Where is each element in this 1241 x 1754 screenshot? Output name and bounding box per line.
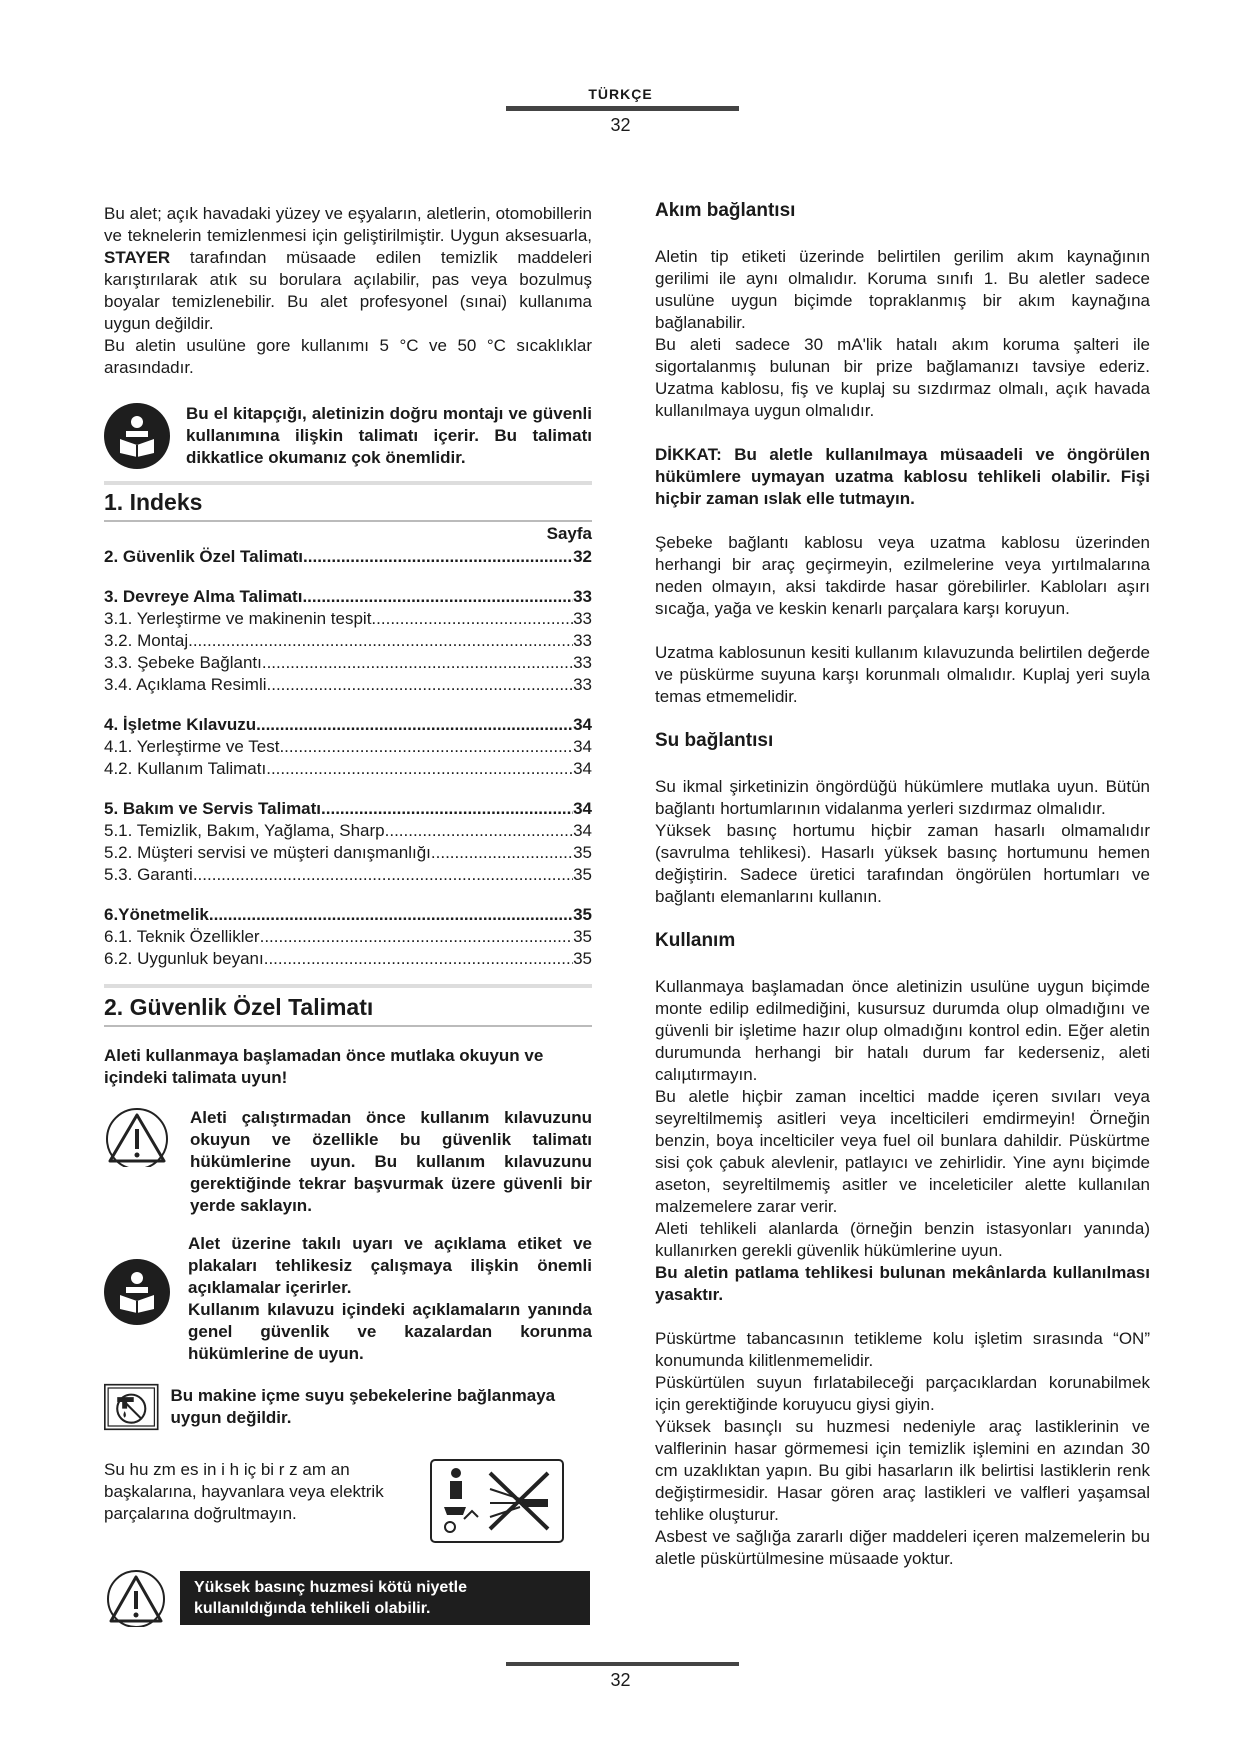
toc-entry-title: 6.1. Teknik Özellikler	[104, 927, 260, 946]
power-paragraph-3: Şebeke bağlantı kablosu veya uzatma kablosu üzerinden herhangi bir araç geçirmeyin, ezilmelerine veya yırtılmalarına neden olmayın, aksi takdirde hasar görebilirler. Kabloları aşırı sıcağa, yağa ve keskin kenarlı parçalara karşı koruyun.	[655, 533, 1150, 618]
toc-entry-page: 35	[573, 949, 592, 968]
toc-entry-leader	[193, 864, 573, 886]
toc-entry-title: 6.2. Uygunluk beyanı	[104, 949, 264, 968]
usage-paragraph-2: Bu aletle hiçbir zaman inceltici madde içeren sıvıları veya seyreltilmemiş asitleri veya incelticileri emdirmeyin! Örneğin benzin, boya incelticiler veya fuel oil bunlara dahildir. Püskürtme sisi çok çabuk alevlenir, patlayıcı ve zehirlidir. Yine aynı biçimde aseton, seyreltilmemiş asitler ve inceleticiler alette kullanılan malzemelere zarar verir.	[655, 1087, 1150, 1216]
toc-entry-page: 34	[573, 759, 592, 778]
usage-explosion-warning: Bu aletin patlama tehlikesi bulunan mekânlarda kullanılması yasaktır.	[655, 1263, 1150, 1304]
water-paragraph-2: Yüksek basınç hortumu hiçbir zaman hasarlı olmamalıdır (savrulma tehlikesi). Hasarlı yüksek basınç hortumunu hemen değiştirin. Sadece üretici tarafından öngörülen hortumları ve bağlantı elemanlarını kullanın.	[655, 821, 1150, 906]
toc-entry-leader	[264, 948, 573, 970]
intro-paragraph	[104, 203, 592, 335]
toc-entry	[104, 842, 592, 864]
temperature-range: Bu aletin usulüne gore kullanımı 5 °C ve 50 °C sıcaklıklar arasındadır.	[104, 336, 592, 377]
toc-entry-title: 4.2. Kullanım Talimatı	[104, 759, 267, 778]
toc-entry-leader	[267, 674, 574, 696]
danger-text: Yüksek basınç huzmesi kötü niyetle kullanıldığında tehlikeli olabilir.	[180, 1571, 590, 1625]
warning-read-manual	[104, 1107, 592, 1217]
toc-entry-title: 6.Yönetmelik	[104, 905, 209, 924]
warning-read-manual-text: Aleti çalıştırmadan önce kullanım kılavuzunu okuyun ve özellikle bu güvenlik talimatı hükümlerine uyun. Bu kullanım kılavuzunu gerektiğinde tekrar başvurmak üzere güvenli bir yerde saklayın.	[190, 1108, 592, 1215]
toc-entry-title: 3.2. Montaj	[104, 631, 189, 650]
intro-text-1: Bu alet; açık havadaki yüzey ve eşyaların, aletlerin, otomobillerin ve teknelerin temizlenmesi için geliştirilmiştir. Uygun aksesuarla,	[104, 204, 592, 245]
toc-entry	[104, 608, 592, 630]
toc-entry-title: 4.1. Yerleştirme ve Test	[104, 737, 280, 756]
safety-rule	[104, 1025, 592, 1027]
toc-entry-leader	[266, 758, 573, 780]
toc-entry-title: 5.1. Temizlik, Bakım, Yağlama, Sharp	[104, 821, 385, 840]
manual-notice-text: Bu el kitapçığı, aletinizin doğru montajı ve güvenli kullanımına ilişkin talimatı içerir. Bu talimatı dikkatlice okumanız çok önemlidir.	[186, 404, 592, 467]
toc-group	[104, 798, 592, 886]
toc-entry-page: 33	[573, 587, 592, 606]
toc-entry-leader	[385, 820, 573, 842]
toc-entry-page: 35	[573, 865, 592, 884]
toc-entry-title: 3.1. Yerleştirme ve makinenin tespit	[104, 609, 372, 628]
read-manual-icon	[104, 403, 170, 469]
index-page-label: Sayfa	[546, 524, 592, 543]
power-warning: DİKKAT: Bu aletle kullanılmaya müsaadeli ve öngörülen hükümlere uymayan uzatma kablosu tehlikeli olabilir. Fişi hiçbir zaman ıslak elle tutmayın.	[655, 445, 1150, 508]
toc-entry	[104, 714, 592, 736]
warning-triangle-icon	[104, 1107, 170, 1167]
power-paragraph-1: Aletin tip etiketi üzerinde belirtilen gerilim akım kaynağının gerilimi ile aynı olmalıdır. Koruma sınıfı 1. Bu aletler sadece usulüne uygun biçimde topraklanmış bir akım kaynağına bağlanabilir.	[655, 247, 1150, 332]
toc-entry-leader	[188, 630, 573, 652]
warning-general-safety-text: Kullanım kılavuzu içindeki açıklamaların yanında genel güvenlik ve kazalardan korunma hükümlerine de uyun.	[188, 1300, 592, 1363]
manual-notice	[104, 403, 592, 469]
toc-entry	[104, 758, 592, 780]
water-connection-heading: Su bağlantısı	[655, 730, 774, 751]
right-column	[655, 200, 1150, 1570]
toc-entry-page: 33	[573, 675, 592, 694]
toc-entry-leader	[262, 652, 573, 674]
toc-entry-page: 34	[573, 799, 592, 818]
toc-entry	[104, 586, 592, 608]
toc-entry-leader	[209, 904, 573, 926]
usage-heading: Kullanım	[655, 930, 736, 951]
drinking-water-notice	[104, 1379, 592, 1435]
toc-entry-page: 32	[573, 547, 592, 566]
toc-entry-page: 34	[573, 821, 592, 840]
toc-entry	[104, 798, 592, 820]
usage-paragraph-3: Aleti tehlikeli alanlarda (örneğin benzin istasyonları yanında) kullanırken gerekli güvenlik hükümlerine uyun.	[655, 1219, 1150, 1260]
jet-direction-warning	[104, 1459, 592, 1543]
danger-notice	[104, 1569, 592, 1627]
index-top-rule	[104, 481, 592, 485]
toc-entry	[104, 652, 592, 674]
safety-title: 2. Güvenlik Özel Talimatı	[104, 994, 374, 1020]
warning-labels-text: Alet üzerine takılı uyarı ve açıklama etiket ve plakaları tehlikesiz çalışmaya ilişkin önemli açıklamalar içerirler.	[188, 1234, 592, 1297]
usage-paragraph-1: Kullanmaya başlamadan önce aletinizin usulüne uygun biçimde monte edilip edilmediğini, kusursuz durumda olup olmadığını ve güvenli bir işletime hazır olup olmadığını kontrol edin. Eğer aletin durumunda herhangi bir hatalı durum far kederseniz, aleti calıµtırmayın.	[655, 977, 1150, 1084]
intro-text-2: tarafından müsaade edilen temizlik maddeleri karıştırılarak atık su borulara açılabilir, pas veya bozulmuş boyalar temizlenebilir. Bu alet profesyonel (sınai) kullanıma uygun değildir.	[104, 248, 592, 333]
header-rule	[506, 106, 739, 111]
toc-entry-page: 35	[573, 905, 592, 924]
no-spray-people-icon	[430, 1459, 564, 1543]
toc-entry	[104, 674, 592, 696]
toc-group	[104, 586, 592, 696]
toc-entry-title: 5. Bakım ve Servis Talimatı	[104, 799, 322, 818]
brand-name: STAYER	[104, 248, 171, 267]
water-paragraph-1: Su ikmal şirketinizin öngördüğü hükümlere mutlaka uyun. Bütün bağlantı hortumlarının vidalanma yerleri sızdırmaz olmalıdır.	[655, 777, 1150, 818]
toc-entry	[104, 904, 592, 926]
index-rule	[104, 520, 592, 522]
toc-entry	[104, 820, 592, 842]
toc-entry-page: 35	[573, 927, 592, 946]
toc-entry-leader	[256, 714, 573, 736]
toc-entry-leader	[431, 842, 573, 864]
toc-entry-leader	[371, 608, 573, 630]
usage-paragraph-5: Püskürtülen suyun fırlatabileceği parçacıklardan korunabilmek için gerektiğinde koruyucu giysi giyin.	[655, 1373, 1150, 1414]
footer-rule	[506, 1662, 739, 1666]
toc-entry-leader	[303, 546, 573, 568]
toc-entry-title: 5.3. Garanti	[104, 865, 193, 884]
footer-page-number: 32	[610, 1670, 631, 1690]
toc-entry-page: 34	[573, 737, 592, 756]
safety-top-rule	[104, 984, 592, 988]
warning-labels	[104, 1233, 592, 1365]
toc-entry	[104, 926, 592, 948]
toc-entry-page: 34	[573, 715, 592, 734]
toc-entry-page: 33	[573, 631, 592, 650]
toc-entry-title: 3.4. Açıklama Resimli	[104, 675, 267, 694]
toc-entry	[104, 630, 592, 652]
toc-entry-title: 3.3. Şebeke Bağlantı	[104, 653, 262, 672]
toc-entry-page: 35	[573, 843, 592, 862]
toc-group	[104, 714, 592, 780]
toc-entry	[104, 948, 592, 970]
toc-entry-title: 5.2. Müşteri servisi ve müşteri danışmanlığı	[104, 843, 431, 862]
safety-lead: Aleti kullanmaya başlamadan önce mutlaka okuyun ve içindeki talimata uyun!	[104, 1046, 544, 1087]
read-manual-icon-2	[104, 1259, 170, 1325]
table-of-contents	[104, 546, 592, 970]
toc-entry	[104, 736, 592, 758]
usage-paragraph-6: Yüksek basınçlı su huzmesi nedeniyle araç lastiklerinin ve valflerinin hasar görmemesi için temizlik işlemini en azından 30 cm uzaklıktan yapın. Bu gibi hasarların ilk belirtisi lastiklerin renk değiştirmesidir. Hasar gören araç lastikleri ve valfleri yaşamsal tehlike oluşturur.	[655, 1417, 1150, 1524]
toc-entry	[104, 864, 592, 886]
usage-paragraph-7: Asbest ve sağlığa zararlı diğer maddeleri içeren malzemelerin bu aletle püskürtülmesine müsaade yoktur.	[655, 1527, 1150, 1568]
toc-entry-leader	[321, 798, 573, 820]
header-page-number: 32	[610, 115, 631, 135]
toc-entry	[104, 546, 592, 568]
left-column	[104, 203, 592, 1627]
index-title: 1. Indeks	[104, 489, 203, 515]
toc-entry-title: 2. Güvenlik Özel Talimatı	[104, 547, 304, 566]
toc-entry-title: 3. Devreye Alma Talimatı	[104, 587, 303, 606]
usage-paragraph-4: Püskürtme tabancasının tetikleme kolu işletim sırasında “ON” konumunda kilitlenmemelidir.	[655, 1329, 1150, 1370]
drinking-water-text: Bu makine içme suyu şebekelerine bağlanmaya uygun değildir.	[170, 1386, 556, 1427]
power-paragraph-2: Bu aleti sadece 30 mA'lik hatalı akım koruma şalteri ile sigortalanmış bulunan bir prize bağlamanızı tavsiye ederiz. Uzatma kablosu, fiş ve kuplaj su sızdırmaz olmalı, açık havada kullanılmaya uygun olmalıdır.	[655, 335, 1150, 420]
power-paragraph-4: Uzatma kablosunun kesiti kullanım kılavuzunda belirtilen değerde ve püskürme suyuna karşı korunmalı olmalıdır. Kuplaj yeri suyla temas etmemelidir.	[655, 643, 1150, 706]
toc-entry-leader	[279, 736, 573, 758]
toc-entry-page: 33	[573, 653, 592, 672]
toc-group	[104, 904, 592, 970]
power-connection-heading: Akım bağlantısı	[655, 200, 796, 221]
no-drinking-water-icon	[104, 1379, 159, 1435]
toc-group	[104, 546, 592, 568]
toc-entry-leader	[302, 586, 573, 608]
jet-direction-text: Su hu zm es in i h iç bi r z am an başkalarına, hayvanlara veya elektrik parçalarına doğrultmayın.	[104, 1460, 384, 1523]
danger-triangle-icon	[104, 1569, 168, 1627]
toc-entry-leader	[260, 926, 573, 948]
toc-entry-title: 4. İşletme Kılavuzu	[104, 715, 257, 734]
toc-entry-page: 33	[573, 609, 592, 628]
header-language: TÜRKÇE	[588, 86, 653, 102]
